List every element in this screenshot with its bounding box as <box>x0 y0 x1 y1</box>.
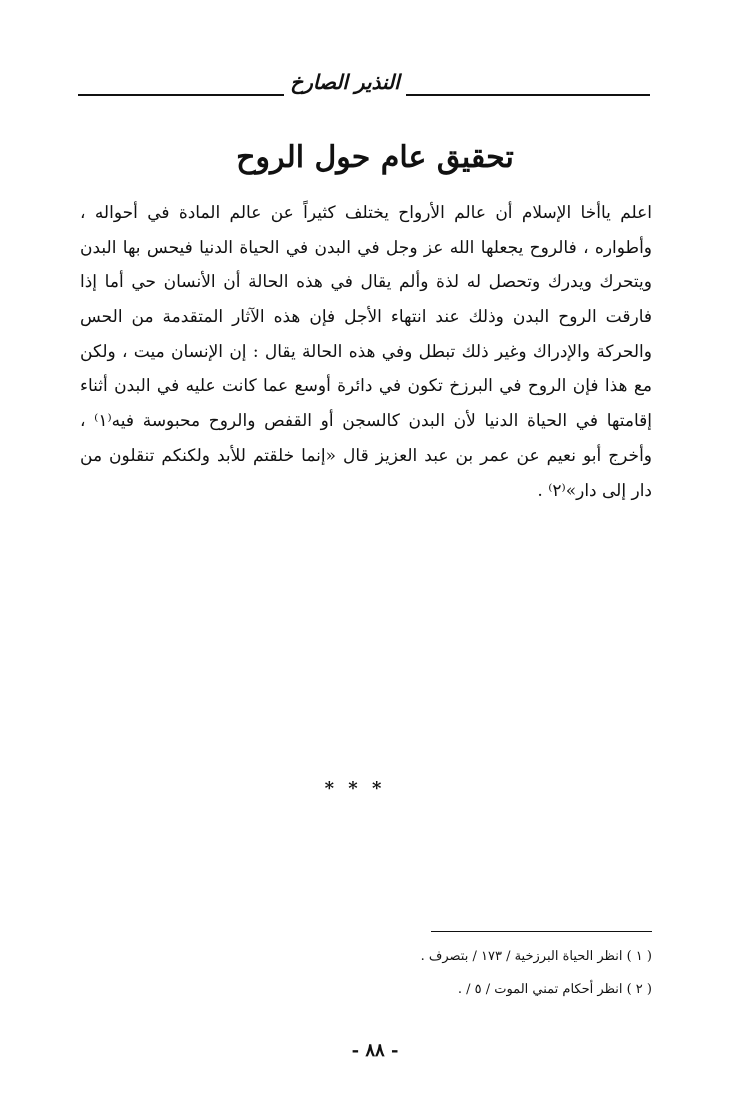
body-line: وأطواره ، فالروح يجعلها الله عز وجل في البدن في الحياة الدنيا فيحس بها البدن <box>80 237 652 258</box>
chapter-heading: تحقيق عام حول الروح <box>236 140 514 175</box>
body-line: فارقت الروح البدن وذلك عند انتهاء الأجل فإن هذه الآثار المتقدمة من الحس <box>80 307 652 328</box>
body-line: اعلم ياأخا الإسلام أن عالم الأرواح يختلف كثيراً عن عالم المادة في أحواله ، <box>80 203 652 223</box>
footnote-rule <box>431 931 652 932</box>
footnote-2: ( ٢ ) انظر أحكام تمني الموت / ٥ / . <box>457 982 652 997</box>
section-separator: * * * <box>324 778 386 799</box>
body-line: وأخرج أبو نعيم عن عمر بن عبد العزيز قال «إنما خلقتم للأبد ولكنكم تنقلون من <box>80 445 652 466</box>
body-line: إقامتها في الحياة الدنيا لأن البدن كالسجن أو القفص والروح محبوسة فيه⁽١⁾ ، <box>80 411 652 432</box>
body-line: مع هذا فإن الروح في البرزخ تكون في دائرة أوسع عما كانت عليه في البدن أثناء <box>80 376 652 397</box>
footnotes <box>300 940 652 1006</box>
header-rule-left <box>78 94 284 96</box>
header-rule-right <box>406 94 650 96</box>
body-paragraph <box>80 196 652 508</box>
footnote-1: ( ١ ) انظر الحياة البرزخية / ١٧٣ / بتصرف . <box>420 949 652 964</box>
body-line: والحركة والإدراك وغير ذلك تبطل وفي هذه الحالة يقال : إن الإنسان ميت ، ولكن <box>80 341 652 362</box>
page-number: - ٨٨ - <box>351 1040 399 1061</box>
running-header-title: النذير الصارخ <box>290 70 400 94</box>
body-line: دار إلى دار»⁽٢⁾ . <box>537 480 652 501</box>
body-line: ويتحرك ويدرك وتحصل له لذة وألم يقال في هذه الحالة أن الأنسان حي أما إذا <box>80 272 652 293</box>
